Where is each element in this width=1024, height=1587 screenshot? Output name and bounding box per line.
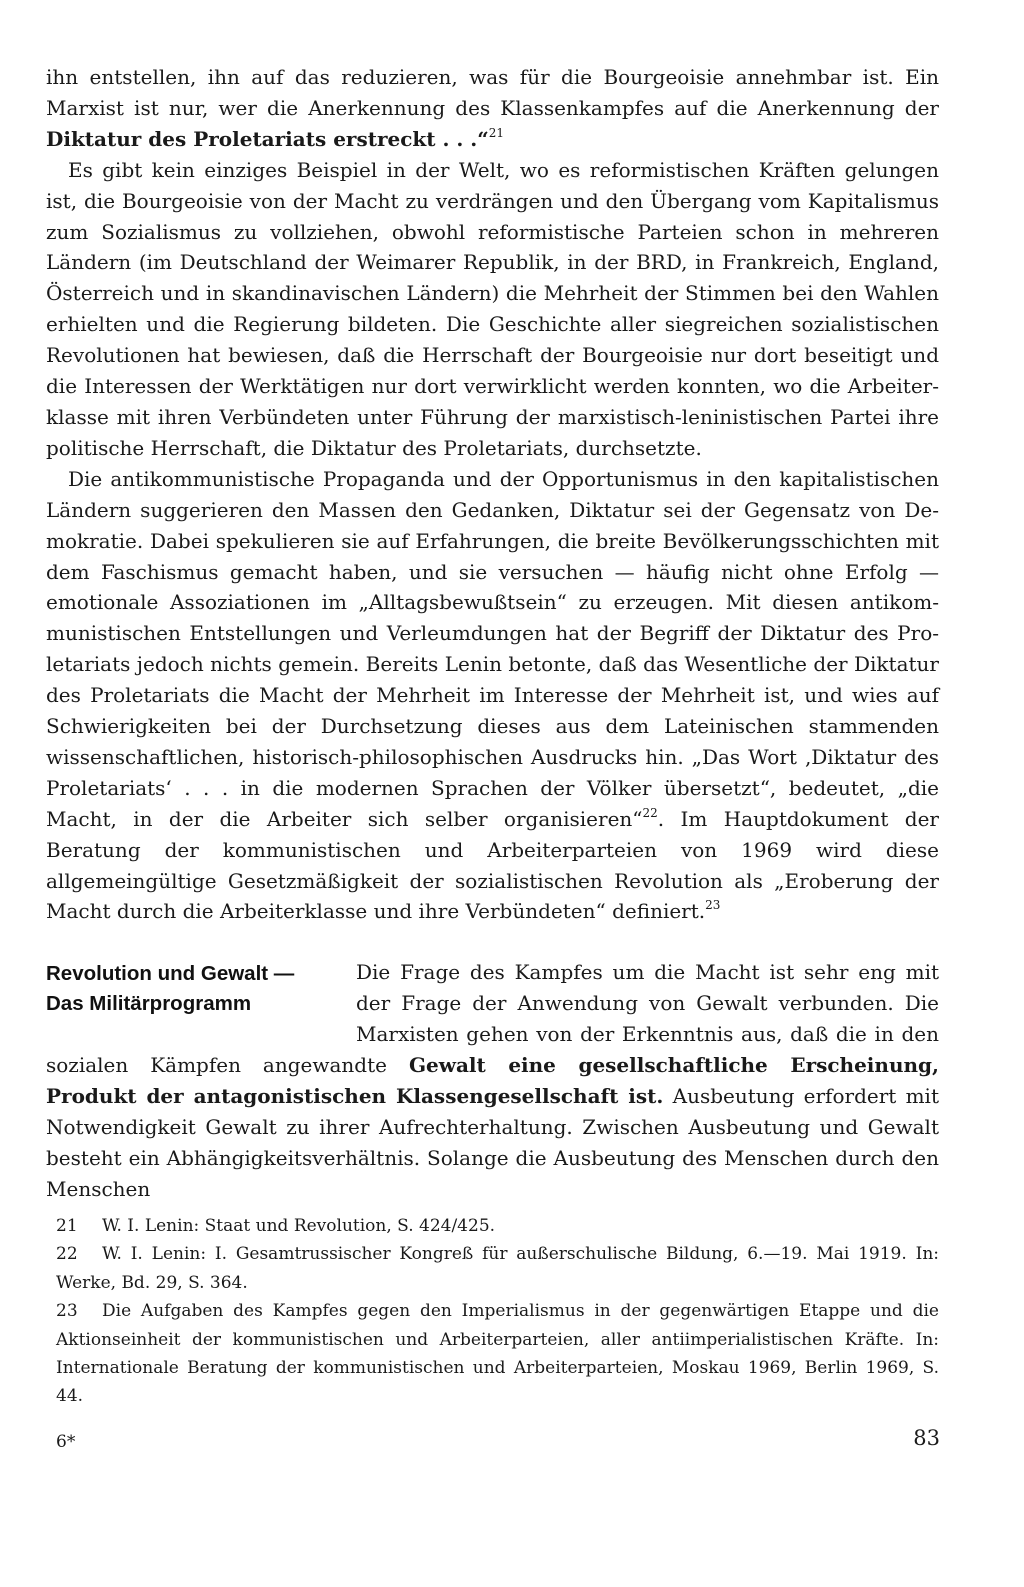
footnote-23 — [56, 1297, 939, 1411]
signature-mark: 6* — [56, 1432, 76, 1452]
footnote-number: 23 — [56, 1301, 78, 1322]
paragraph-1-text: ihn entstellen, ihn auf das reduzieren, was für die Bourgeoisie annehmbar ist. Ein Marxist ist nur, wer die Anerkennung des Klassenkampfes auf die Anerkennung der — [46, 65, 939, 120]
footnote-number: 21 — [56, 1216, 78, 1236]
section-heading — [46, 959, 352, 1019]
footnote-text: W. I. Lenin: Staat und Revolution, S. 424/425. — [102, 1216, 496, 1236]
footnote-text: Die Aufgaben des Kampfes gegen den Imperialismus in der gegenwärtigen Etappe und die Aktionseinheit der kommunistischen und Arbeiterparteien, aller antiimperialistischen Kräfte. In: Internationale Beratung der kommunistischen und Arbeiterparteien, Moskau 1969, Berlin 1969, S. 44. — [56, 1301, 939, 1407]
section-text-a: Die Frage des Kampfes um die Macht ist sehr eng mit der Frage der Anwendung von Gewalt verbunden. Die Marxisten gehen von der Erkenntnis aus, daß die in den sozialen Kämpfen angewandte — [46, 960, 939, 1078]
footnote-ref-21: 21 — [488, 125, 505, 140]
footnote-text: W. I. Lenin: I. Gesamtrussischer Kongreß für außerschulische Bildung, 6.—19. Mai 1919. In: Werke, Bd. 29, S. 364. — [56, 1244, 939, 1293]
footnotes — [56, 1212, 939, 1411]
footnote-ref-22: 22 — [642, 805, 658, 820]
paragraph-1 — [46, 62, 939, 155]
paragraph-3 — [46, 464, 939, 928]
section-heading-line-2: Das Militärprogramm — [46, 992, 252, 1016]
paragraph-3-text-a: Die antikommunistische Propaganda und der Opportunismus in den kapitalistischen Ländern suggerieren den Massen den Gedanken, Diktatur sei der Gegensatz von Demokratie. Dabei spekulieren sie auf Erfahrungen, die breite Bevölkerungsschichten mit dem Faschismus gemacht haben, und sie versuchen — häufig nicht ohne Erfolg — emotionale Assoziationen im „Alltagsbewußtsein“ zu erzeugen. Mit diesen antikommunistischen Entstellungen und Verleumdungen hat der Begriff der Diktatur des Proletariats jedoch nichts gemein. Bereits Lenin betonte, daß das Wesentliche der Diktatur des Proletariats die Macht der Mehrheit im Interesse der Mehrheit ist, und wies auf Schwierigkeiten bei der Durchsetzung dieses aus dem Lateinischen stammenden wissenschaftlichen, historisch-philosophischen Ausdrucks hin. „Das Wort ‚Diktatur des Proletariats‘ . . . in die modernen Sprachen der Völker übersetzt“, bedeutet, „die Macht, in der die Arbeiter sich selber organisieren“ — [46, 466, 939, 831]
paragraph-1-bold: Diktatur des Proletariats erstreckt . . .“ — [46, 126, 489, 151]
section-text-bold: Gewalt eine gesellschaftliche Erscheinung, Produkt der antagonistischen Klassengesellschaft ist. — [46, 1053, 939, 1108]
footnote-22 — [56, 1240, 939, 1297]
section-revolution — [46, 957, 939, 1204]
page-body — [46, 62, 939, 1205]
section-heading-line-1: Revolution und Gewalt — — [46, 962, 295, 986]
page-number: 83 — [913, 1426, 940, 1450]
footnote-number: 22 — [56, 1244, 78, 1265]
paragraph-2: Es gibt kein einziges Beispiel in der Welt, wo es reformistischen Kräften gelungen ist, die Bourgeoisie von der Macht zu verdrängen und den Übergang vom Kapitalismus zum Sozialismus zu vollziehen, obwohl reformistische Parteien schon in mehreren Ländern (im Deutschland der Weimarer Republik, in der BRD, in Frankreich, England, Österreich und in skandinavischen Ländern) die Mehrheit der Stimmen bei den Wahlen erhielten und die Regierung bildeten. Die Geschichte aller siegreichen sozialistischen Revolutionen hat bewiesen, daß die Herrschaft der Bourgeoisie nur dort beseitigt und die Interessen der Werktätigen nur dort verwirklicht werden konnten, wo die Arbeiterklasse mit ihren Verbündeten unter Führung der marxistisch-leninistischen Partei ihre politische Herrschaft, die Diktatur des Proletariats, durchsetzte. — [46, 157, 939, 460]
footnote-21 — [56, 1212, 939, 1240]
section-text-b: Ausbeutung erfordert mit Notwendigkeit Gewalt zu ihrer Aufrechterhaltung. Zwischen Ausbeutung und Gewalt besteht ein Abhängigkeitsverhältnis. Solange die Ausbeutung des Menschen durch den Menschen — [46, 1084, 939, 1201]
footnote-ref-23: 23 — [705, 898, 721, 913]
paragraph-3-text-b: . Im Hauptdokument der Beratung der kommunistischen und Arbeiterparteien von 1969 wird diese allgemeingültige Gesetzmäßigkeit der sozialistischen Revolution als „Eroberung der Macht durch die Arbeiterklasse und ihre Verbündeten“ definiert. — [46, 806, 939, 924]
